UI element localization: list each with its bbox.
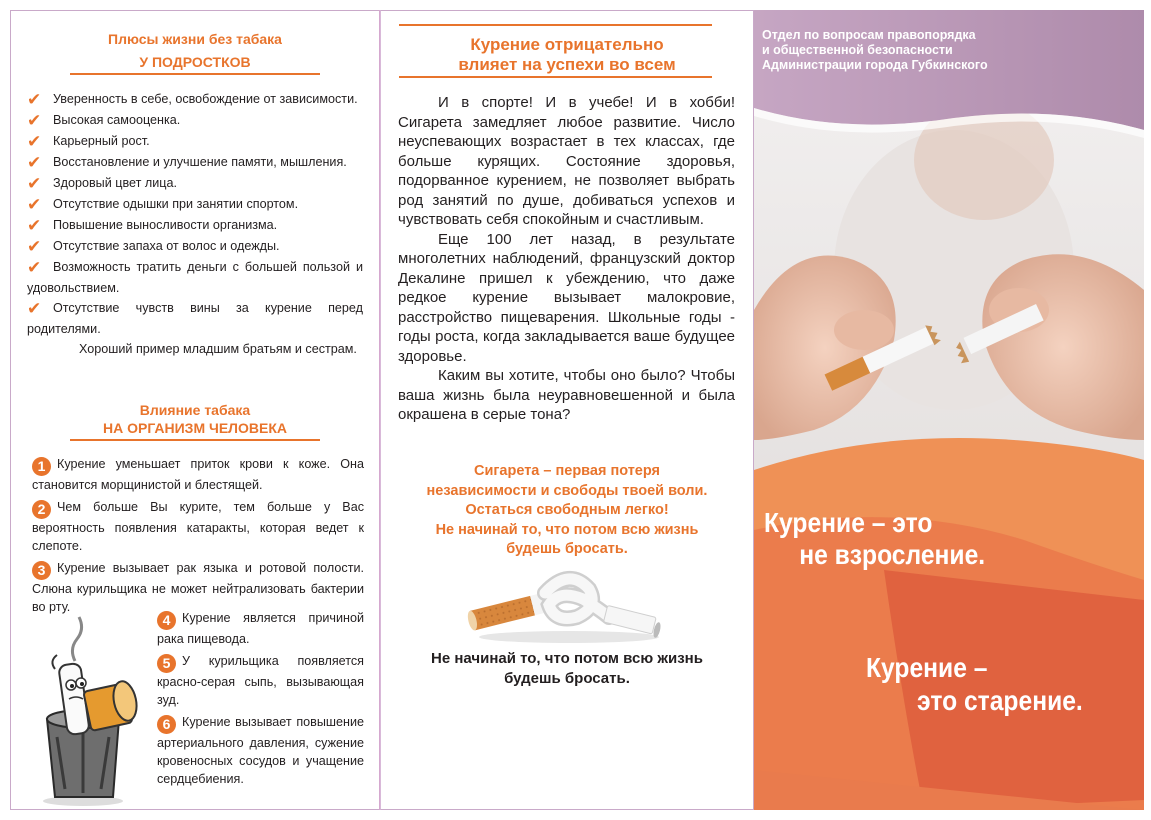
success-title-overline: [399, 24, 712, 26]
benefit-text: Высокая самооценка.: [53, 113, 181, 127]
benefit-item: [27, 298, 363, 339]
effect-text-5: У курильщика появляется красно-серая сыпь, вызывающая зуд.: [157, 654, 364, 707]
effect-item-6: [157, 713, 364, 788]
success-title-underline: [399, 76, 712, 78]
checkmark-icon: ✔: [27, 299, 42, 318]
slogan-maturity: [764, 507, 985, 571]
effects-title: Влияние табака: [139, 402, 251, 418]
checkmark-icon: ✔: [27, 153, 42, 172]
effects-header: [11, 401, 379, 441]
slogan-aging: [866, 651, 1083, 717]
panel-cover: [754, 10, 1144, 810]
benefits-title: Плюсы жизни без табака: [108, 31, 282, 47]
org-line-1: Отдел по вопросам правопорядка: [762, 28, 976, 42]
body-paragraph-2: Еще 100 лет назад, в результате многолетних наблюдений, французский доктор Декалине пришел к убеждению, что даже редкое курение вызывает малокровие, расстройство пищеварения. Школьные годы - годы роста, когда закладывается ваше будущее здоровье.: [398, 230, 735, 365]
benefits-header: [11, 30, 379, 75]
slogan2-line2: это старение.: [917, 685, 1083, 716]
effect-item-4: [157, 609, 364, 648]
success-header: [381, 35, 753, 75]
effect-text-4: Курение является причиной рака пищевода.: [157, 611, 364, 646]
checkmark-icon: ✔: [27, 132, 42, 151]
body-paragraph-3: Каким вы хотите, чтобы оно было? Чтобы ваша жизнь была неуравновешенной и была окрашена в серые тона?: [398, 367, 735, 423]
benefits-subtitle: У ПОДРОСТКОВ: [139, 54, 251, 70]
benefit-item: [27, 110, 363, 131]
benefit-item: [27, 173, 363, 194]
benefits-list: [11, 89, 379, 359]
callout-line-1: Сигарета – первая потеря: [473, 463, 660, 479]
org-line-3: Администрации города Губкинского: [762, 58, 988, 72]
success-body: [381, 93, 753, 425]
cigarette-trash-cartoon-icon: [25, 609, 155, 809]
panel-left: [10, 10, 379, 810]
number-badge-5: 5: [157, 654, 176, 673]
effect-item-3: [32, 559, 364, 616]
final-slogan: [381, 649, 753, 689]
callout-line-4: Не начинай то, что потом всю жизнь: [435, 521, 699, 538]
effects-underline: [70, 439, 320, 441]
number-badge-6: 6: [157, 715, 176, 734]
effect-item-2: [32, 498, 364, 555]
benefit-text: Здоровый цвет лица.: [53, 176, 177, 190]
benefit-item: [27, 131, 363, 152]
effects-top: [32, 455, 364, 620]
checkmark-icon: ✔: [27, 237, 42, 256]
effect-text-6: Курение вызывает повышение артериального давления, сужение кровеносных сосудов и учащение сердцебиения.: [157, 715, 364, 786]
callout-line-3: Остаться свободным легко!: [465, 502, 669, 518]
benefit-item: [27, 215, 363, 236]
number-badge-2: 2: [32, 500, 51, 519]
checkmark-icon: ✔: [27, 174, 42, 193]
benefit-item: [27, 152, 363, 173]
number-badge-4: 4: [157, 611, 176, 630]
effect-text-1: Курение уменьшает приток крови к коже. Она становится морщинистой и блестящей.: [32, 457, 364, 492]
effect-item-5: [157, 652, 364, 709]
benefit-text: Отсутствие запаха от волос и одежды.: [53, 239, 280, 253]
effect-text-2: Чем больше Вы курите, тем больше у Вас вероятность появления катаракты, которая ведет к слепоте.: [32, 500, 364, 553]
final-slogan-line1: Не начинай то, что потом всю жизнь: [431, 650, 703, 667]
benefit-text: Карьерный рост.: [53, 134, 150, 148]
effect-text-3: Курение вызывает рак языка и ротовой полости. Слюна курильщика не может нейтрализовать бактерии во рту.: [32, 561, 364, 614]
benefit-text: Отсутствие чувств вины за курение перед родителями.: [27, 301, 363, 336]
benefit-text: Восстановление и улучшение памяти, мышления.: [53, 155, 347, 169]
effects-subtitle: НА ОРГАНИЗМ ЧЕЛОВЕКА: [103, 420, 287, 436]
panel-middle: [380, 10, 754, 810]
benefit-text: Отсутствие одышки при занятии спортом.: [53, 197, 299, 211]
callout-line-2: независимости и свободы твоей воли.: [426, 482, 708, 499]
benefit-text: Повышение выносливости организма.: [53, 218, 278, 232]
benefit-text: Уверенность в себе, освобождение от зависимости.: [53, 92, 358, 106]
number-badge-1: 1: [32, 457, 51, 476]
organization-block: [762, 28, 988, 73]
number-badge-3: 3: [32, 561, 51, 580]
effects-bottom: [157, 609, 364, 792]
benefit-item: [27, 194, 363, 215]
benefit-item: [27, 236, 363, 257]
benefit-item: [27, 257, 363, 298]
knotted-cigarette-icon: [459, 559, 669, 649]
benefit-item-last: Хороший пример младшим братьям и сестрам.: [79, 342, 357, 356]
benefits-underline: [70, 73, 320, 75]
checkmark-icon: ✔: [27, 195, 42, 214]
benefit-item: [27, 89, 363, 110]
callout-line-5: будешь бросать.: [506, 541, 628, 557]
effect-item-1: [32, 455, 364, 494]
success-title-line2: влияет на успехи во всем: [458, 55, 676, 74]
slogan2-line1: Курение –: [866, 652, 988, 683]
checkmark-icon: ✔: [27, 90, 42, 109]
slogan1-line2: не взросление.: [799, 539, 986, 570]
org-line-2: и общественной безопасности: [762, 43, 953, 57]
checkmark-icon: ✔: [27, 216, 42, 235]
benefit-text: Возможность тратить деньги с большей пользой и удовольствием.: [27, 260, 363, 295]
final-slogan-line2: будешь бросать.: [504, 670, 630, 687]
slogan1-line1: Курение – это: [764, 507, 933, 538]
success-title-line1: Курение отрицательно: [470, 35, 664, 54]
checkmark-icon: ✔: [27, 258, 42, 277]
body-paragraph-1: И в спорте! И в учебе! И в хобби! Сигарета замедляет любое развитие. Число неуспевающих возрастает в тех классах, где больше курящих. Состояние здоровья, подорванное курением, не позволяет выбрать род занятий по душе, добиваться успехов и чувствовать себя спокойным и счастливым.: [398, 94, 735, 228]
freedom-callout: [381, 462, 753, 560]
checkmark-icon: ✔: [27, 111, 42, 130]
